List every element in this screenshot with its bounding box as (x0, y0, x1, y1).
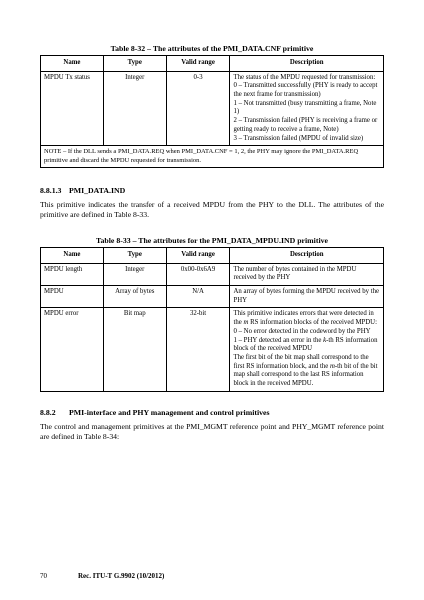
header-type: Type (103, 56, 166, 72)
table-note-row (41, 146, 384, 168)
table-8-33-caption: Table 8-33 – The attributes for the PMI_DATA_MPDU.IND primitive (96, 236, 328, 245)
table-8-33 (40, 247, 384, 392)
desc-line: The first bit of the bit map shall correspond to the first RS information block, and the m-th bit of the bit map shall correspond to the last RS information block in the received MPDU. (233, 353, 378, 387)
header-name: Name (41, 56, 104, 72)
section-paragraph: The control and management primitives at the PMI_MGMT reference point and PHY_MGMT reference point are defined in Table 8-34: (40, 422, 384, 442)
table-header-row (41, 248, 384, 264)
cell-range: 0x00-0x6A9 (166, 263, 230, 285)
section-number: 8.8.1.3 (40, 186, 62, 195)
desc-line: 2 – Transmission failed (PHY is receiving a frame or getting ready to receive a frame, Note) (233, 117, 378, 133)
cell-description (230, 308, 384, 391)
table-row (41, 286, 384, 308)
table-8-32 (40, 55, 384, 168)
header-description: Description (230, 248, 384, 264)
header-valid-range: Valid range (166, 248, 230, 264)
desc-line: The status of the MPDU requested for transmission: (233, 73, 376, 81)
cell-type: Integer (103, 263, 166, 285)
cell-name: MPDU Tx status (41, 71, 104, 146)
section-paragraph: This primitive indicates the transfer of a received MPDU from the PHY to the DLL. The attributes of the primitive are defined in Table 8-33. (40, 200, 384, 220)
cell-description (230, 71, 384, 146)
cell-range: 0-3 (166, 71, 230, 146)
page-number: 70 (40, 572, 47, 580)
table-note: NOTE – If the DLL sends a PMI_DATA.REQ when PMI_DATA.CNF = 1, 2, the PHY may ignore the PMI_DATA.REQ primitive and discard the MPDU requested for transmission. (41, 146, 384, 168)
desc-line: 1 – PHY detected an error in the k-th RS information block of the received MPDU (233, 336, 378, 353)
section-title: PMI-interface and PHY management and control primitives (69, 408, 270, 417)
cell-description: An array of bytes forming the MPDU received by the PHY (230, 286, 384, 308)
cell-range: 32-bit (166, 308, 230, 391)
cell-type: Bit map (103, 308, 166, 391)
header-type: Type (103, 248, 166, 264)
header-valid-range: Valid range (166, 56, 230, 72)
desc-line: 1 – Not transmitted (busy transmitting a frame, Note 1) (233, 99, 377, 116)
cell-type: Integer (103, 71, 166, 146)
section-heading-8-8-2 (40, 408, 270, 417)
table-8-32-caption: Table 8-32 – The attributes of the PMI_DATA.CNF primitive (110, 44, 314, 53)
desc-line: 3 – Transmission failed (MPDU of invalid size) (233, 134, 364, 142)
cell-type: Array of bytes (103, 286, 166, 308)
desc-line: 0 – Transmitted successfully (PHY is ready to accept the next frame for transmission) (233, 82, 378, 99)
cell-description: The number of bytes contained in the MPDU received by the PHY (230, 263, 384, 285)
header-name: Name (41, 248, 104, 264)
table-row (41, 308, 384, 391)
cell-name: MPDU error (41, 308, 104, 391)
table-row (41, 71, 384, 146)
desc-line: 0 – No error detected in the codeword by the PHY (233, 327, 371, 335)
recommendation-reference: Rec. ITU-T G.9902 (10/2012) (78, 572, 165, 580)
section-number: 8.8.2 (40, 408, 56, 417)
section-heading-8-8-1-3 (40, 186, 125, 195)
header-description: Description (230, 56, 384, 72)
cell-name: MPDU length (41, 263, 104, 285)
cell-name: MPDU (41, 286, 104, 308)
table-header-row (41, 56, 384, 72)
cell-range: N/A (166, 286, 230, 308)
page-footer (40, 572, 164, 580)
section-title: PMI_DATA.IND (69, 186, 126, 195)
table-row (41, 263, 384, 285)
desc-line: This primitive indicates errors that were detected in the m RS information blocks of the received MPDU: (233, 310, 377, 327)
